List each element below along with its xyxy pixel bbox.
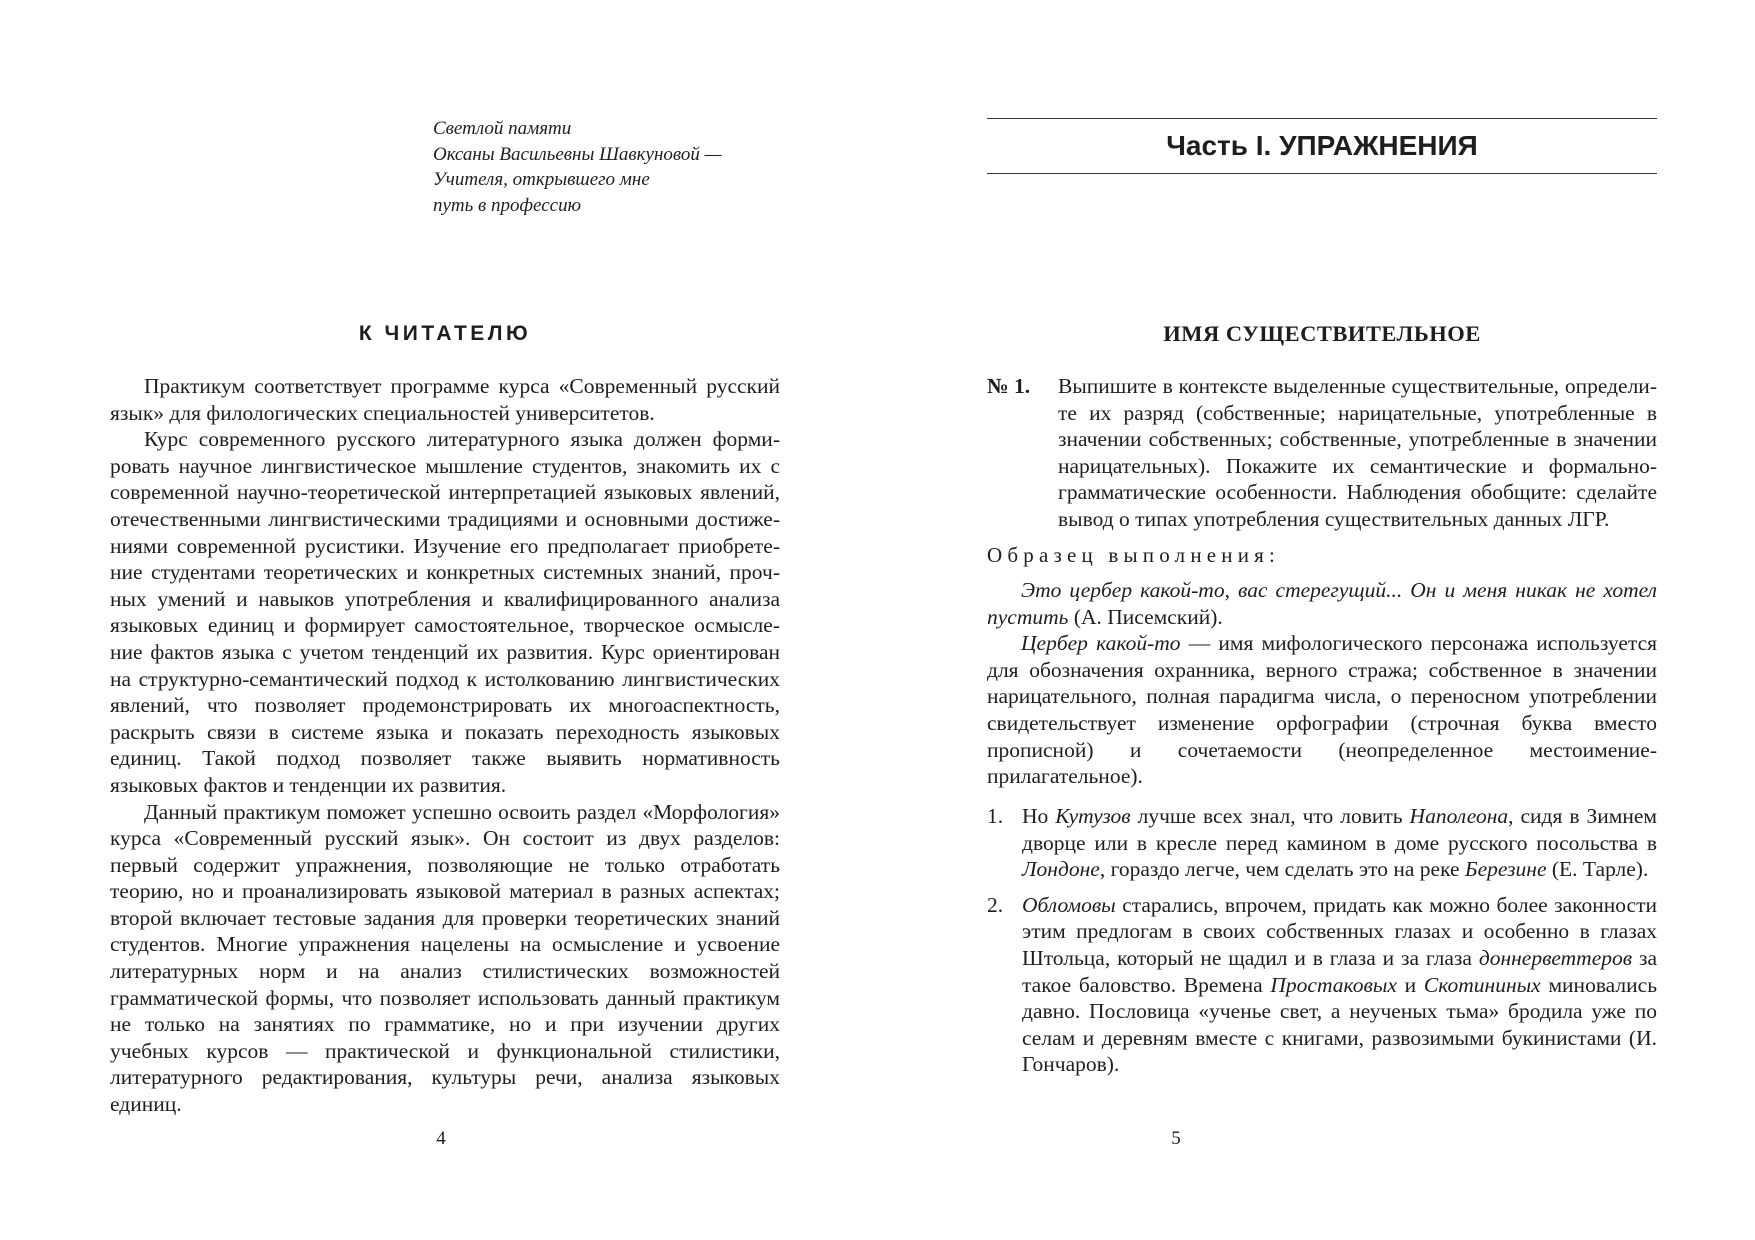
quote-source: (А. Писемский). xyxy=(1068,604,1223,629)
text-run: лучше всех знал, что ловить xyxy=(1130,804,1410,828)
text-run: старались, впрочем, придать как можно более законности этим предлогам в своих собственных глазах и особенно в глазах Штольца, который не щадил и в глаза и за глаза xyxy=(1022,892,1657,970)
text-run: , гораздо легче, чем сделать это на реке xyxy=(1099,857,1465,882)
page-number: 5 xyxy=(1171,1128,1181,1149)
section-title: ИМЯ СУЩЕСТВИТЕЛЬНОЕ xyxy=(1163,321,1481,346)
example-list xyxy=(987,803,1657,1078)
quote-italic: Это цербер какой-то, вас стерегущий... Он и меня никак не хотел пустить xyxy=(987,578,1657,629)
to-reader-title: К ЧИТАТЕЛЮ xyxy=(358,322,532,345)
highlighted-noun: Наполеона xyxy=(1409,804,1509,828)
paragraph: Курс современного русского литературного языка должен формировать научное лингвистическое мышление студентов, знакомить их с современной научно-теоретической интерпретацией языковых явлений, отечественными лингвистическими традициями и основными достижениями современной русистики. Изучение его предполагает приобретение студентами теоретических и конкретных системных знаний, прочных умений и навыков употребления и квалифицированного анализа языковых единиц и формирует самостоятельное, творческое осмысление фактов языка с учетом тенденций их развития. Курс ориентирован на структурно-семантический подход к истолкованию лингвистических явлений, что позволяет продемонстрировать их многоаспектность, раскрыть связи в системе языка и показать переходность языковых единиц. Такой подход позволяет также выявить нормативность языковых фактов и тенденции их развития. xyxy=(110,427,780,797)
highlighted-noun: Кутузов xyxy=(1055,804,1131,828)
highlighted-noun: Лондоне xyxy=(1022,857,1100,882)
sample-analysis xyxy=(987,630,1657,790)
dedication xyxy=(433,116,833,218)
highlighted-noun: Березине xyxy=(1464,857,1547,882)
text-run: и xyxy=(1396,972,1424,997)
exercise-text: Выпишите в контексте выделенные существительные, определите их разряд (собственные; нарицательные, употребленные в значении собственных; собственные, употребленные в значении нарицательных). Покажите их семантические и формально-грамматические особенности. Наблюдения обобщите: сделайте вывод о типах употребления существительных данных ЛГР. xyxy=(1058,374,1657,531)
text-run: за такое баловство. Времена xyxy=(1022,945,1657,997)
text-run: , сидя в Зимнем дворце или в кресле перед камином в доме русского посольства в xyxy=(1022,804,1657,855)
list-item-number: 1. xyxy=(987,804,1004,828)
dedication-line: Оксаны Васильевны Шавкуновой — xyxy=(433,143,722,165)
dedication-line: Светлой памяти xyxy=(433,118,572,139)
analysis-italic: Цербер какой-то xyxy=(1021,631,1181,656)
part-header xyxy=(987,118,1657,174)
text-run: (Е. Тарле). xyxy=(1546,857,1649,882)
highlighted-noun: Обломовы xyxy=(1022,892,1116,917)
list-item-text xyxy=(1022,803,1657,883)
dedication-line: путь в профессию xyxy=(433,194,581,216)
preface-text xyxy=(110,373,780,1118)
paragraph: Практикум соответствует программе курса «Современный русский язык» для филологических специальностей университетов. xyxy=(110,374,780,425)
sample-label: Образец выполнения: xyxy=(987,543,1281,567)
sample-quote xyxy=(987,577,1657,630)
exercise-number: № 1. xyxy=(987,374,1031,398)
list-item xyxy=(987,803,1657,883)
list-item-text xyxy=(1022,892,1657,1078)
analysis-text: — имя мифологического персонажа используется для обозначения охранника, верного стража; собственное в значении нарицательного, полная парадигма числа, о переносном употреблении свидетельствует изменение орфографии (строчная буква вместо прописной) и сочетаемости (неопределенное местоимение-прилагательное). xyxy=(987,631,1657,789)
sample-block xyxy=(987,577,1657,790)
list-item-number: 2. xyxy=(987,892,1004,917)
dedication-line: Учителя, открывшего мне xyxy=(433,169,650,190)
highlighted-noun: доннерветтеров xyxy=(1478,945,1633,970)
highlighted-noun: Простаковых xyxy=(1270,972,1397,997)
right-page xyxy=(877,0,1755,1240)
exercise xyxy=(987,373,1657,533)
text-run: миновались давно. Пословица «ученье свет, а неученых тьма» бродила уже по селам и деревням вместе с книгами, развозимыми букинистами (И. Гончаров). xyxy=(1022,972,1658,1077)
list-item xyxy=(987,892,1657,1078)
highlighted-noun: Скотининых xyxy=(1423,972,1541,997)
left-page xyxy=(0,0,877,1240)
page-number: 4 xyxy=(436,1128,446,1149)
text-run: Но xyxy=(1022,804,1056,828)
paragraph: Данный практикум поможет успешно освоить раздел «Морфология» курса «Современный русский язык». Он состоит из двух разделов: первый содержит упражнения, позволяющие не только отработать теорию, но и проанализировать языковой материал в разных аспектах; второй включает тестовые задания для проверки теоретических знаний студентов. Многие упражнения нацелены на осмысление и усвоение литературных норм и на анализ стилистических возможностей грамматической формы, что позволяет использовать данный практикум не только на занятиях по грамматике, но и при изучении других учебных курсов — практической и функциональной стилистики, литературного редактирования, культуры речи, анализа языковых единиц. xyxy=(110,799,780,1117)
part-title: Часть I. УПРАЖНЕНИЯ xyxy=(1166,130,1478,161)
